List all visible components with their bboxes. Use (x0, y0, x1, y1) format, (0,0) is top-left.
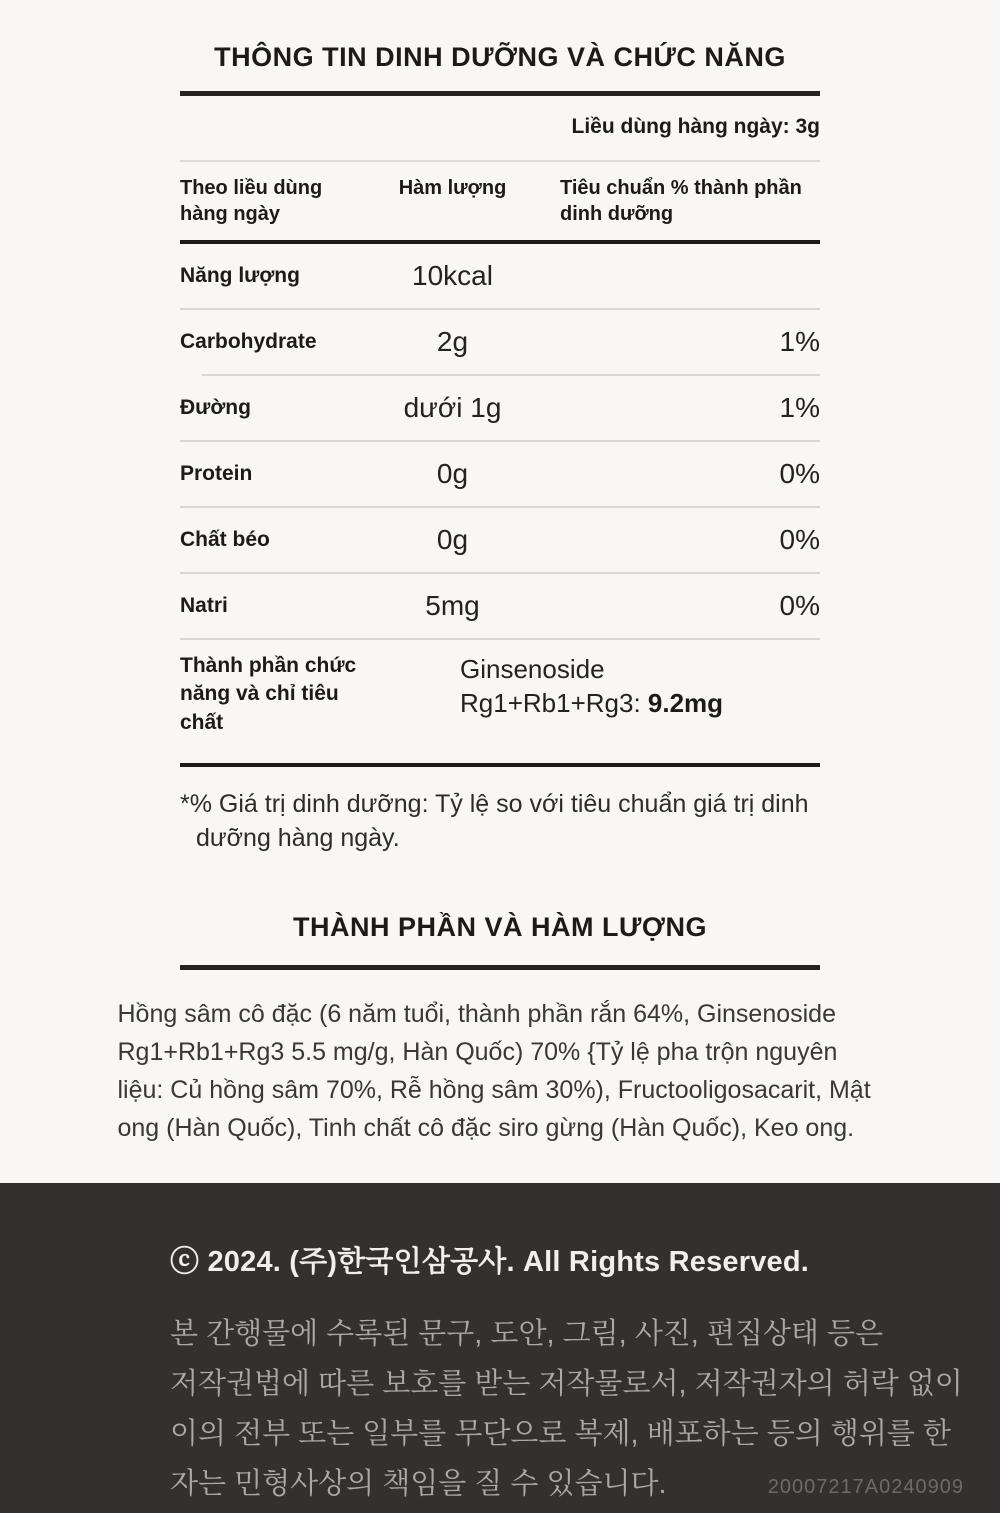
functional-value-amount: 9.2mg (647, 687, 724, 718)
row-pct: 1% (779, 325, 820, 357)
functional-value-line1: Ginsenoside (460, 653, 605, 684)
col-header-amount: Hàm lượng (398, 177, 507, 200)
copyright-footer (0, 1183, 1000, 1513)
row-pct: 0% (779, 589, 820, 621)
row-amount: 5mg (425, 589, 480, 621)
row-pct: 1% (779, 391, 820, 423)
table-row (180, 442, 820, 506)
row-label: Năng lượng (180, 263, 300, 287)
row-label: Protein (180, 461, 253, 485)
row-label: Natri (180, 593, 228, 617)
table-row (180, 574, 820, 638)
row-pct: 0% (779, 457, 820, 489)
daily-value-footnote: *% Giá trị dinh dưỡng: Tỷ lệ so với tiêu chuẩn giá trị dinh dưỡng hàng ngày. (180, 789, 809, 853)
table-row (180, 376, 820, 440)
ingredients-section (0, 856, 1000, 1147)
row-label: Chất béo (180, 527, 270, 551)
functional-row-value (365, 652, 820, 737)
row-amount: 0g (436, 457, 469, 489)
notice-line: 이의 전부 또는 일부를 무단으로 복제, 배포하는 등의 행위를 한 (170, 1418, 951, 1450)
table-header-row (180, 162, 820, 244)
ingredients-text: Hồng sâm cô đặc (6 năm tuổi, thành phần rắn 64%, Ginsenoside Rg1+Rb1+Rg3 5.5 mg/g, Hàn Quốc) 70% {Tỷ lệ pha trộn nguyên liệu: Củ hồng sâm 70%, Rễ hồng sâm 30%), Fructooligosacarit, Mật ong (Hàn Quốc), Tinh chất cô đặc siro gừng (Hàn Quốc), Keo ong. (117, 1000, 871, 1143)
functional-ingredient-row (180, 640, 820, 767)
notice-line: 자는 민형사상의 책임을 질 수 있습니다. (170, 1468, 667, 1500)
functional-value-line2 (460, 686, 820, 720)
functional-value-prefix: Rg1+Rb1+Rg3: (460, 687, 648, 718)
row-amount: 2g (436, 325, 469, 357)
document-code: 20007217A0240909 (767, 1476, 964, 1498)
row-amount: 10kcal (412, 259, 493, 291)
functional-row-label: Thành phần chức năng và chỉ tiêu chất (180, 653, 357, 734)
ingredients-title-rule (180, 965, 820, 970)
nutrition-section (180, 0, 820, 856)
row-pct: 0% (779, 523, 820, 555)
copyright-line: ⓒ 2024. (주)한국인삼공사. All Rights Reserved. (170, 1246, 810, 1278)
ingredients-title: THÀNH PHẦN VÀ HÀM LƯỢNG (293, 911, 707, 942)
row-label: Carbohydrate (180, 329, 317, 353)
row-amount: 0g (436, 523, 469, 555)
row-label: Đường (180, 395, 251, 419)
daily-dose: Liều dùng hàng ngày: 3g (571, 115, 820, 139)
notice-line: 본 간행물에 수록된 문구, 도안, 그림, 사진, 편집상태 등은 (170, 1318, 883, 1350)
nutrition-title-rule (180, 91, 820, 96)
row-amount: dưới 1g (403, 391, 502, 423)
nutrition-title: THÔNG TIN DINH DƯỠNG VÀ CHỨC NĂNG (214, 42, 786, 72)
table-row (180, 508, 820, 572)
table-row (180, 310, 820, 374)
col-header-daily-value: Tiêu chuẩn % thành phần dinh dưỡng (560, 177, 802, 226)
table-row (180, 244, 820, 308)
col-header-per-dose: Theo liều dùng hàng ngày (180, 177, 323, 226)
notice-line: 저작권법에 따른 보호를 받는 저작물로서, 저작권자의 허락 없이 (170, 1368, 963, 1400)
